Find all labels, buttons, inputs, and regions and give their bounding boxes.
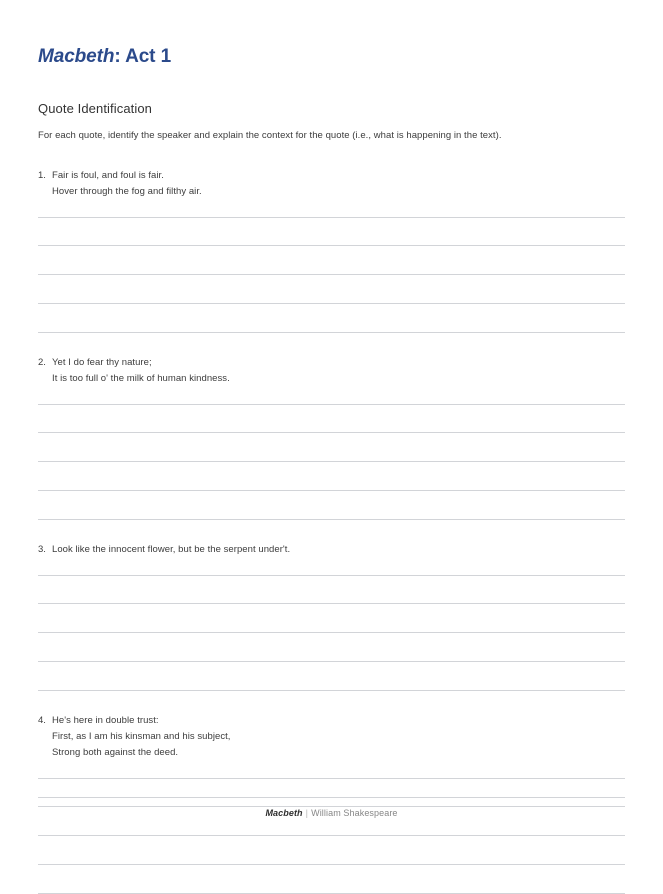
quote bbox=[38, 713, 625, 761]
footer-author: William Shakespeare bbox=[311, 808, 398, 818]
quote bbox=[38, 168, 625, 200]
quote-number: 3. bbox=[38, 544, 46, 555]
quote-text bbox=[52, 168, 625, 200]
section-heading: Quote Identification bbox=[38, 101, 153, 116]
questions-list bbox=[38, 143, 625, 894]
page-title bbox=[38, 0, 625, 70]
answer-area[interactable] bbox=[38, 558, 625, 691]
answer-line[interactable] bbox=[38, 246, 625, 275]
question-block bbox=[38, 520, 625, 691]
question-block bbox=[38, 691, 625, 894]
quote-text-line: Fair is foul, and foul is fair. bbox=[52, 170, 164, 181]
page-footer bbox=[38, 797, 625, 820]
quote-text-line: Strong both against the deed. bbox=[52, 747, 179, 758]
quote-text-line: It is too full o' the milk of human kindness. bbox=[52, 373, 230, 384]
answer-line[interactable] bbox=[38, 304, 625, 333]
answer-line[interactable] bbox=[38, 575, 625, 604]
answer-area[interactable] bbox=[38, 200, 625, 333]
quote-text bbox=[52, 542, 625, 558]
page-title-work: Macbeth bbox=[38, 46, 115, 67]
quote-number: 4. bbox=[38, 715, 46, 726]
quote-text-line: Yet I do fear thy nature; bbox=[52, 357, 152, 368]
quote bbox=[38, 355, 625, 387]
answer-area[interactable] bbox=[38, 387, 625, 520]
answer-line[interactable] bbox=[38, 662, 625, 691]
answer-line[interactable] bbox=[38, 604, 625, 633]
quote bbox=[38, 542, 625, 558]
section-instructions: For each quote, identify the speaker and explain the context for the quote (i.e., what is happening in the text). bbox=[38, 130, 502, 141]
answer-line[interactable] bbox=[38, 404, 625, 433]
footer-text bbox=[38, 798, 625, 820]
answer-line[interactable] bbox=[38, 865, 625, 894]
quote-text-line: Hover through the fog and filthy air. bbox=[52, 186, 202, 197]
answer-line[interactable] bbox=[38, 633, 625, 662]
quote-text bbox=[52, 713, 625, 761]
answer-line[interactable] bbox=[38, 462, 625, 491]
question-block bbox=[38, 333, 625, 520]
footer-separator: | bbox=[305, 808, 309, 818]
quote-text-line: First, as I am his kinsman and his subject, bbox=[52, 731, 231, 742]
answer-line[interactable] bbox=[38, 217, 625, 246]
quote-text-line: He's here in double trust: bbox=[52, 715, 159, 726]
answer-area[interactable] bbox=[38, 761, 625, 894]
answer-line[interactable] bbox=[38, 275, 625, 304]
footer-work-title: Macbeth bbox=[265, 808, 303, 818]
quote-text-line: Look like the innocent flower, but be the serpent under't. bbox=[52, 544, 291, 555]
answer-line[interactable] bbox=[38, 491, 625, 520]
answer-line[interactable] bbox=[38, 433, 625, 462]
question-block bbox=[38, 143, 625, 333]
quote-number: 2. bbox=[38, 357, 46, 368]
quote-text bbox=[52, 355, 625, 387]
quote-number: 1. bbox=[38, 170, 46, 181]
answer-line[interactable] bbox=[38, 836, 625, 865]
page-title-rest: : Act 1 bbox=[114, 46, 172, 67]
